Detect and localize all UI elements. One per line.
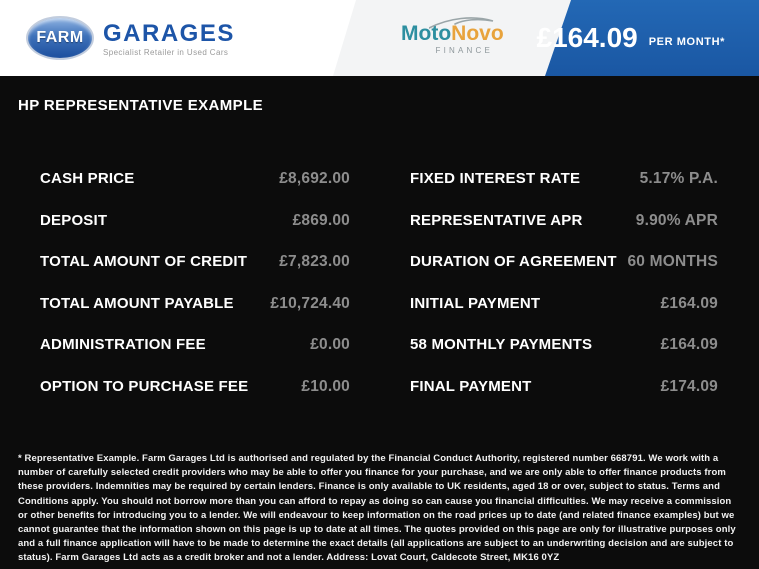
legal-disclaimer: * Representative Example. Farm Garages Ltd is authorised and regulated by the Financial Conduct Authority, registered number 668791. We work with a number of carefully selected credit providers who may be able to offer you finance for your purchase, and we are only able to offer finance products from these providers. Indemnities may be required by certain lenders. Finance is only available to UK residents, aged 18 or over, subject to status. Terms and Conditions apply. You should not borrow more than you can afford to repay as doing so can cause you financial difficulties. We may receive a commission or other benefits for introducing you to a lender. We will endeavour to keep information on the road prices up to date (and related finance examples) but we cannot guarantee that the information shown on this page is up to date at all times. The quotes provided on this page are only for illustrative purposes only and a full finance application will have to be made to determine the exact details (all applications are subject to an underwriting decision and are subject to status). Farm Garages Ltd acts as a credit broker and not a lender. Address: Lovat Court, Caldecote Street, MK16 0YZ xyxy=(18,453,736,564)
page-title: HP REPRESENTATIVE EXAMPLE xyxy=(18,97,264,114)
row-label: ADMINISTRATION FEE xyxy=(40,336,206,353)
row-label: 58 MONTHLY PAYMENTS xyxy=(410,336,593,353)
farm-tagline: Specialist Retailer in Used Cars xyxy=(103,48,229,57)
row-label: TOTAL AMOUNT OF CREDIT xyxy=(40,253,248,270)
row-value: 60 MONTHS xyxy=(627,253,718,270)
table-row xyxy=(40,295,350,337)
table-row xyxy=(40,170,350,212)
table-row xyxy=(410,378,718,420)
row-label: DURATION OF AGREEMENT xyxy=(410,253,617,270)
table-row xyxy=(410,212,718,254)
row-value: £869.00 xyxy=(292,211,350,229)
table-row xyxy=(40,336,350,378)
finance-subtext: FINANCE xyxy=(435,46,493,55)
farm-oval-text: FARM xyxy=(36,29,84,46)
row-value: £10.00 xyxy=(301,377,350,395)
finance-table-left-column xyxy=(40,170,350,419)
row-label: FIXED INTEREST RATE xyxy=(410,170,581,187)
swoosh-icon xyxy=(429,15,495,29)
row-value: £164.09 xyxy=(660,294,718,312)
table-row xyxy=(40,378,350,420)
row-value: 9.90% APR xyxy=(635,211,718,229)
row-value: £164.09 xyxy=(660,336,718,353)
row-value: £10,724.40 xyxy=(270,294,350,312)
header-bar xyxy=(0,0,759,76)
farm-oval-badge xyxy=(26,16,94,60)
row-label: FINAL PAYMENT xyxy=(410,377,532,395)
row-label: INITIAL PAYMENT xyxy=(410,294,541,312)
finance-table-right-column xyxy=(410,170,718,419)
farm-wordmark xyxy=(103,16,235,57)
table-row xyxy=(410,295,718,337)
farm-garages-logo xyxy=(26,16,235,60)
row-label: REPRESENTATIVE APR xyxy=(410,211,583,229)
row-value: 5.17% P.A. xyxy=(639,170,718,187)
motonovo-finance-logo xyxy=(401,22,504,55)
table-row xyxy=(410,336,718,378)
table-row xyxy=(40,253,350,295)
row-value: £174.09 xyxy=(660,377,718,395)
row-value: £8,692.00 xyxy=(279,170,350,187)
price-suffix: PER MONTH* xyxy=(648,36,725,48)
price-amount: £164.09 xyxy=(536,22,638,53)
row-value: £7,823.00 xyxy=(279,253,350,270)
table-row xyxy=(410,170,718,212)
row-label: CASH PRICE xyxy=(40,170,135,187)
novo-text: Novo xyxy=(451,22,504,45)
finance-example-panel xyxy=(0,76,759,569)
finance-table xyxy=(40,170,718,419)
farm-garages-name: GARAGES xyxy=(103,20,235,47)
table-row xyxy=(40,212,350,254)
row-label: TOTAL AMOUNT PAYABLE xyxy=(40,294,234,312)
row-value: £0.00 xyxy=(310,336,350,353)
table-row xyxy=(410,253,718,295)
monthly-price-badge xyxy=(537,0,726,76)
row-label: DEPOSIT xyxy=(40,211,108,229)
row-label: OPTION TO PURCHASE FEE xyxy=(40,377,249,395)
moto-text: Moto xyxy=(401,22,452,45)
